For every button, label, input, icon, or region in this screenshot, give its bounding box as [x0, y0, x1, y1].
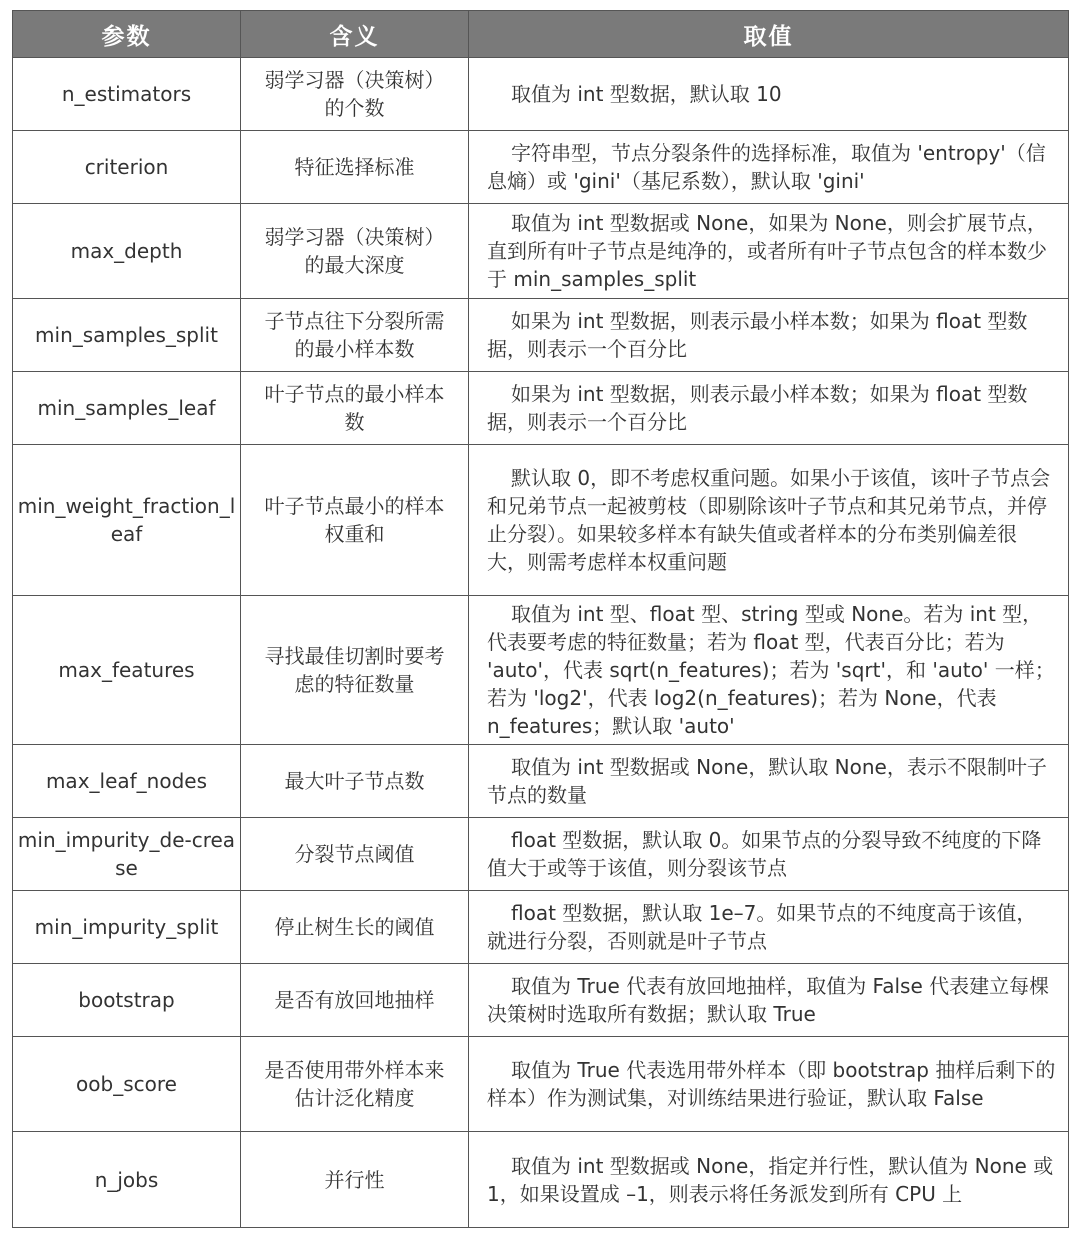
- value-cell: 取值为 int 型、float 型、string 型或 None。若为 int 型，代表要考虑的特征数量；若为 float 型，代表百分比；若为 'auto'，代表 sqrt(n_features)；若为 'sqrt'，和 'auto' 一样；若为 'log2'，代表 log2(n_features)；若为 None，代表 n_features；默认取 'auto': [469, 596, 1069, 745]
- param-cell: min_weight_fraction_leaf: [13, 445, 241, 596]
- table-row: [13, 891, 1069, 964]
- meaning-cell: 叶子节点的最小样本数: [241, 372, 469, 445]
- value-cell: 取值为 int 型数据，默认取 10: [469, 58, 1069, 131]
- table-row: [13, 299, 1069, 372]
- value-cell: 取值为 int 型数据或 None，默认取 None，表示不限制叶子节点的数量: [469, 745, 1069, 818]
- meaning-cell: 并行性: [241, 1132, 469, 1228]
- table-row: [13, 1037, 1069, 1132]
- table-row: [13, 1132, 1069, 1228]
- header-meaning: 含义: [241, 11, 469, 58]
- table-row: [13, 131, 1069, 204]
- value-cell: 默认取 0，即不考虑权重问题。如果小于该值，该叶子节点会和兄弟节点一起被剪枝（即剔除该叶子节点和其兄弟节点，并停止分裂）。如果较多样本有缺失值或者样本的分布类别偏差很大，则需考虑样本权重问题: [469, 445, 1069, 596]
- meaning-cell: 分裂节点阈值: [241, 818, 469, 891]
- value-cell: 取值为 True 代表有放回地抽样，取值为 False 代表建立每棵决策树时选取所有数据；默认取 True: [469, 964, 1069, 1037]
- param-cell: max_features: [13, 596, 241, 745]
- table-row: [13, 596, 1069, 745]
- param-cell: n_jobs: [13, 1132, 241, 1228]
- params-table-container: [12, 10, 1068, 1228]
- value-cell: 字符串型，节点分裂条件的选择标准，取值为 'entropy'（信息熵）或 'gini'（基尼系数），默认取 'gini': [469, 131, 1069, 204]
- table-row: [13, 964, 1069, 1037]
- value-cell: float 型数据，默认取 1e–7。如果节点的不纯度高于该值，就进行分裂，否则就是叶子节点: [469, 891, 1069, 964]
- table-row: [13, 445, 1069, 596]
- value-cell: 如果为 int 型数据，则表示最小样本数；如果为 float 型数据，则表示一个百分比: [469, 372, 1069, 445]
- meaning-cell: 是否使用带外样本来估计泛化精度: [241, 1037, 469, 1132]
- value-cell: 取值为 int 型数据或 None，如果为 None，则会扩展节点，直到所有叶子节点是纯净的，或者所有叶子节点包含的样本数少于 min_samples_split: [469, 204, 1069, 299]
- table-row: [13, 818, 1069, 891]
- meaning-cell: 叶子节点最小的样本权重和: [241, 445, 469, 596]
- value-cell: float 型数据，默认取 0。如果节点的分裂导致不纯度的下降值大于或等于该值，则分裂该节点: [469, 818, 1069, 891]
- param-cell: min_impurity_split: [13, 891, 241, 964]
- value-cell: 如果为 int 型数据，则表示最小样本数；如果为 float 型数据，则表示一个百分比: [469, 299, 1069, 372]
- param-cell: min_impurity_de-crease: [13, 818, 241, 891]
- param-cell: min_samples_split: [13, 299, 241, 372]
- meaning-cell: 子节点往下分裂所需的最小样本数: [241, 299, 469, 372]
- meaning-cell: 寻找最佳切割时要考虑的特征数量: [241, 596, 469, 745]
- param-cell: min_samples_leaf: [13, 372, 241, 445]
- param-cell: bootstrap: [13, 964, 241, 1037]
- value-cell: 取值为 int 型数据或 None，指定并行性，默认值为 None 或 1，如果设置成 –1，则表示将任务派发到所有 CPU 上: [469, 1132, 1069, 1228]
- meaning-cell: 最大叶子节点数: [241, 745, 469, 818]
- params-table: [12, 10, 1069, 1228]
- param-cell: oob_score: [13, 1037, 241, 1132]
- table-header-row: [13, 11, 1069, 58]
- table-row: [13, 745, 1069, 818]
- param-cell: max_depth: [13, 204, 241, 299]
- table-row: [13, 372, 1069, 445]
- meaning-cell: 弱学习器（决策树）的个数: [241, 58, 469, 131]
- meaning-cell: 弱学习器（决策树）的最大深度: [241, 204, 469, 299]
- param-cell: max_leaf_nodes: [13, 745, 241, 818]
- table-row: [13, 204, 1069, 299]
- meaning-cell: 是否有放回地抽样: [241, 964, 469, 1037]
- header-value: 取值: [469, 11, 1069, 58]
- param-cell: n_estimators: [13, 58, 241, 131]
- meaning-cell: 停止树生长的阈值: [241, 891, 469, 964]
- table-row: [13, 58, 1069, 131]
- value-cell: 取值为 True 代表选用带外样本（即 bootstrap 抽样后剩下的样本）作为测试集，对训练结果进行验证，默认取 False: [469, 1037, 1069, 1132]
- header-param: 参数: [13, 11, 241, 58]
- param-cell: criterion: [13, 131, 241, 204]
- meaning-cell: 特征选择标准: [241, 131, 469, 204]
